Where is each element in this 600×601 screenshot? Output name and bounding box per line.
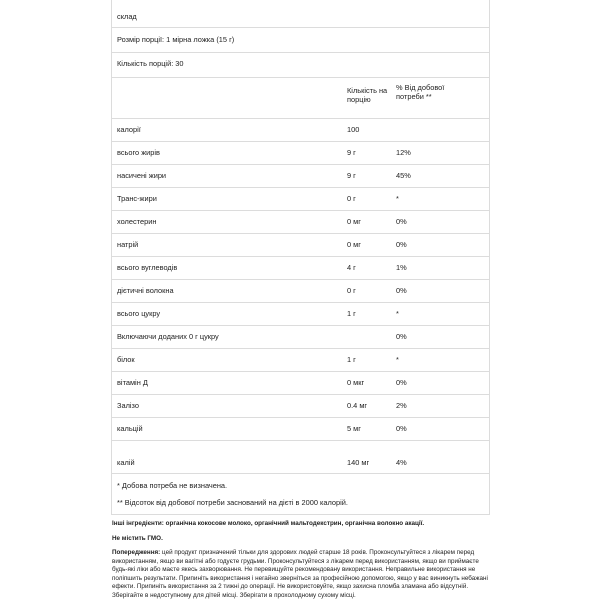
table-row [111,165,490,188]
nutrient-daily-value: 45% [396,171,411,180]
table-border-bottom [111,514,490,515]
gmo-label: Не містить ГМО. [112,535,163,542]
nutrient-name: холестерин [117,217,157,226]
nutrient-daily-value: * [396,309,399,318]
gmo-statement [112,535,490,544]
table-row [111,395,490,418]
table-row [111,142,490,165]
nutrient-amount: 0 г [347,286,356,295]
nutrient-name: всього жирів [117,148,160,157]
nutrient-daily-value: 12% [396,148,411,157]
nutrient-amount: 0 мг [347,240,361,249]
nutrient-name: білок [117,355,135,364]
footnote-not-established: * Добова потреба не визначена. [117,481,228,490]
nutrient-amount: 0 мкг [347,378,365,387]
nutrient-amount: 9 г [347,148,356,157]
nutrient-amount: 100 [347,125,360,134]
warning-text: цей продукт призначений тільки для здорових людей старше 18 років. Проконсультуйтеся з лікарем перед використанням, якщо ви вагітні або годуєте грудьми. Проконсультуйтеся з лікарем перед використанням, якщо ви приймаєте будь-які ліки або маєте якесь захворювання. Не перевищуйте рекомендовану використання. Неправильне використання не поліпшить результати. Припиніть використання і негайно зверніться за професійною допомогою, якщо у вас виникнуть небажані ефекти. Припиніть використання за 2 тижні до операції. Не використовуйте, якщо захисна пломба зламана або відсутній. Зберігайте в недоступному для дітей місці. Зберігати в прохолодному сухому місці. [112,549,488,599]
nutrient-daily-value: 0% [396,217,407,226]
table-row [111,234,490,257]
ingredients-text: органічна кокосове молоко, органічний мальтодекстрин, органічна волокно акації. [163,520,425,527]
table-row [111,372,490,395]
header-row-serving-size [111,28,490,53]
nutrient-name: кальцій [117,424,143,433]
nutrient-name: Залізо [117,401,139,410]
nutrient-daily-value: 1% [396,263,407,272]
table-row [111,280,490,303]
nutrient-name: насичені жири [117,171,167,180]
ingredients-label: Інші інгредієнти: [112,520,164,527]
table-row [111,119,490,142]
nutrient-amount: 1 г [347,355,356,364]
table-row [111,188,490,211]
table-row [111,418,490,441]
nutrient-name: Транс-жири [117,194,157,203]
nutrient-daily-value: 0% [396,332,407,341]
nutrient-daily-value: 4% [396,458,407,467]
nutrient-name: вітамін Д [117,378,148,387]
nutrient-amount: 4 г [347,263,356,272]
table-row [111,303,490,326]
nutrient-daily-value: 0% [396,286,407,295]
column-header-row [111,78,490,119]
table-row [111,211,490,234]
servings-label: Кількість порцій: 30 [117,59,184,68]
table-row [111,326,490,349]
nutrient-amount: 140 мг [347,458,370,467]
nutrient-daily-value: 0% [396,240,407,249]
nutrient-daily-value: 0% [396,378,407,387]
nutrient-amount: 0.4 мг [347,401,368,410]
other-ingredients [112,520,490,529]
nutrient-daily-value: * [396,355,399,364]
nutrient-amount: 1 г [347,309,356,318]
nutrient-daily-value: 2% [396,401,407,410]
nutrient-name: Включаючи доданих 0 г цукру [117,332,219,341]
table-row [111,257,490,280]
nutrient-name: калій [117,458,135,467]
warning-label: Попередження: [112,549,161,556]
nutrient-name: дієтичні волокна [117,286,174,295]
footnote-daily-value-basis: ** Відсоток від добової потреби заснований на дієті в 2000 калорій. [117,498,348,507]
header-row-servings [111,53,490,78]
nutrient-amount: 9 г [347,171,356,180]
daily-value-column-header: % Від добової потреби ** [396,83,445,101]
amount-column-header: Кількість на порцію [347,86,388,104]
nutrient-amount: 0 мг [347,217,361,226]
nutrient-amount: 5 мг [347,424,361,433]
nutrient-name: натрій [117,240,139,249]
composition-label: склад [117,12,137,21]
table-row [111,441,490,474]
nutrient-name: всього цукру [117,309,161,318]
nutrient-amount: 0 г [347,194,356,203]
warning-block [112,549,490,601]
header-row-composition [111,0,490,28]
nutrient-daily-value: * [396,194,399,203]
nutrient-daily-value: 0% [396,424,407,433]
table-row [111,349,490,372]
serving-size-label: Розмір порції: 1 мірна ложка (15 г) [117,35,235,44]
nutrient-name: калорії [117,125,141,134]
nutrient-name: всього вуглеводів [117,263,178,272]
